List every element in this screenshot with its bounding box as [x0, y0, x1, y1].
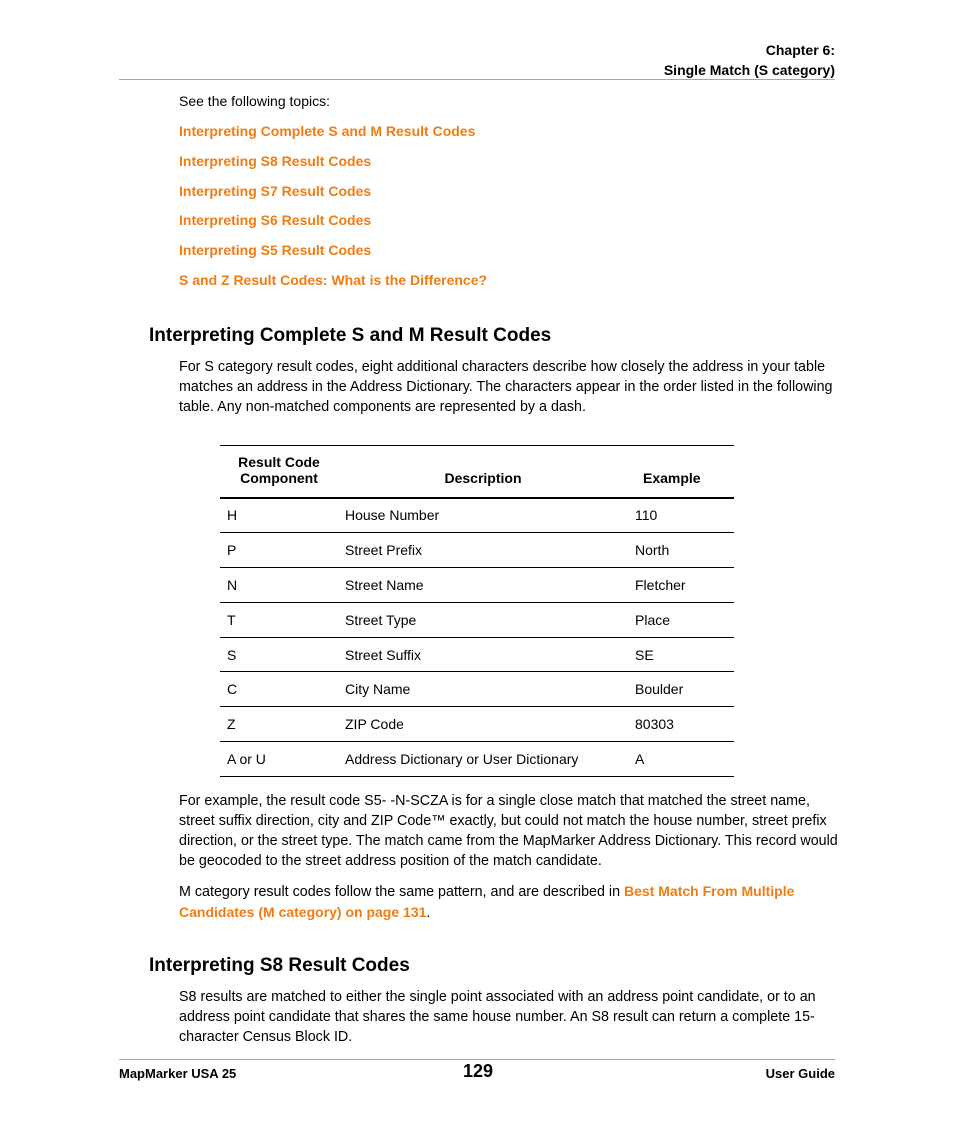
column-header-description: Description — [444, 469, 522, 486]
cell-example: SE — [635, 646, 654, 663]
section-paragraph: For S category result codes, eight additional characters describe how closely the address in your table matches an address in the Address Dictionary. The characters appear in the order listed in the following table. Any non-matched components are represented by a dash. — [179, 359, 833, 415]
table-header-row — [220, 446, 734, 498]
list-item — [179, 123, 487, 153]
cell-component: H — [227, 507, 238, 524]
column-header-line: Component — [240, 469, 318, 486]
paragraph-text: M category result codes follow the same pattern, and are described in — [179, 884, 625, 900]
cell-component: C — [227, 681, 238, 698]
column-header-component — [220, 446, 338, 498]
result-code-table — [220, 445, 734, 777]
topics-list — [179, 123, 487, 302]
cell-example: North — [635, 541, 670, 558]
cell-component: S — [227, 646, 237, 663]
table-row — [220, 602, 734, 637]
list-item — [179, 212, 487, 242]
table-row — [220, 498, 734, 533]
topic-link-complete-codes[interactable]: Interpreting Complete S and M Result Codes — [179, 123, 476, 139]
table-row — [220, 567, 734, 602]
table-row — [220, 707, 734, 742]
footer-product: MapMarker USA 25 — [119, 1066, 237, 1081]
list-item — [179, 272, 487, 302]
topic-link-s5[interactable]: Interpreting S5 Result Codes — [179, 242, 372, 259]
topic-link-s8[interactable]: Interpreting S8 Result Codes — [179, 152, 372, 169]
cell-example: 80303 — [635, 716, 674, 733]
topic-link-s-and-z[interactable]: S and Z Result Codes: What is the Difference? — [179, 271, 488, 288]
footer-guide: User Guide — [765, 1066, 835, 1081]
table-row — [220, 742, 734, 777]
cell-description: Address Dictionary or User Dictionary — [345, 751, 579, 768]
page-number: 129 — [463, 1061, 494, 1081]
list-item — [179, 183, 487, 213]
running-header — [664, 40, 835, 80]
chapter-title: Single Match (S category) — [663, 62, 835, 78]
cell-description: ZIP Code — [345, 716, 404, 733]
chapter-number: Chapter 6: — [765, 42, 835, 58]
column-header-example: Example — [643, 469, 701, 486]
cell-description: Street Prefix — [345, 541, 423, 558]
m-category-paragraph — [179, 881, 839, 923]
s8-paragraph: S8 results are matched to either the single point associated with an address point candidate, or to an address point candidate that shares the same house number. An S8 result can return a complete 15-character Census Block ID. — [179, 989, 816, 1045]
topic-link-s6[interactable]: Interpreting S6 Result Codes — [179, 212, 372, 229]
cell-component: Z — [227, 716, 236, 733]
paragraph-text: . — [426, 905, 431, 921]
section-heading-complete-codes: Interpreting Complete S and M Result Codes — [149, 325, 552, 346]
cell-description: Street Name — [345, 576, 424, 593]
table-row — [220, 532, 734, 567]
cell-description: Street Type — [345, 611, 417, 628]
cell-example: A — [635, 751, 645, 768]
column-header-line: Result Code — [238, 453, 320, 470]
list-item — [179, 153, 487, 183]
cell-description: City Name — [345, 681, 411, 698]
cell-example: Fletcher — [635, 576, 686, 593]
cross-reference-link[interactable]: Best Match From Multiple Candidates (M category) on page 131 — [179, 883, 795, 920]
cell-component: P — [227, 541, 237, 558]
list-item — [179, 242, 487, 272]
cell-example: 110 — [635, 507, 658, 524]
topic-link-s7[interactable]: Interpreting S7 Result Codes — [179, 182, 372, 199]
cell-component: A or U — [227, 751, 266, 768]
cell-description: House Number — [345, 507, 440, 524]
table-row — [220, 672, 734, 707]
section-heading-s8: Interpreting S8 Result Codes — [149, 955, 410, 976]
topics-intro: See the following topics: — [179, 93, 330, 109]
footer-rule — [119, 1059, 835, 1060]
example-paragraph: For example, the result code S5- -N-SCZA is for a single close match that matched the street name, street suffix direction, city and ZIP Code™ exactly, but could not match the house number, street prefix direction, or the street type. The match came from the MapMarker Address Dictionary. This record would be geocoded to the street address position of the match candidate. — [179, 793, 838, 869]
cell-example: Place — [635, 611, 671, 628]
cell-description: Street Suffix — [345, 646, 422, 663]
cell-example: Boulder — [635, 681, 684, 698]
header-rule — [119, 79, 835, 80]
cell-component: N — [227, 576, 238, 593]
table-row — [220, 637, 734, 672]
cell-component: T — [227, 611, 236, 628]
